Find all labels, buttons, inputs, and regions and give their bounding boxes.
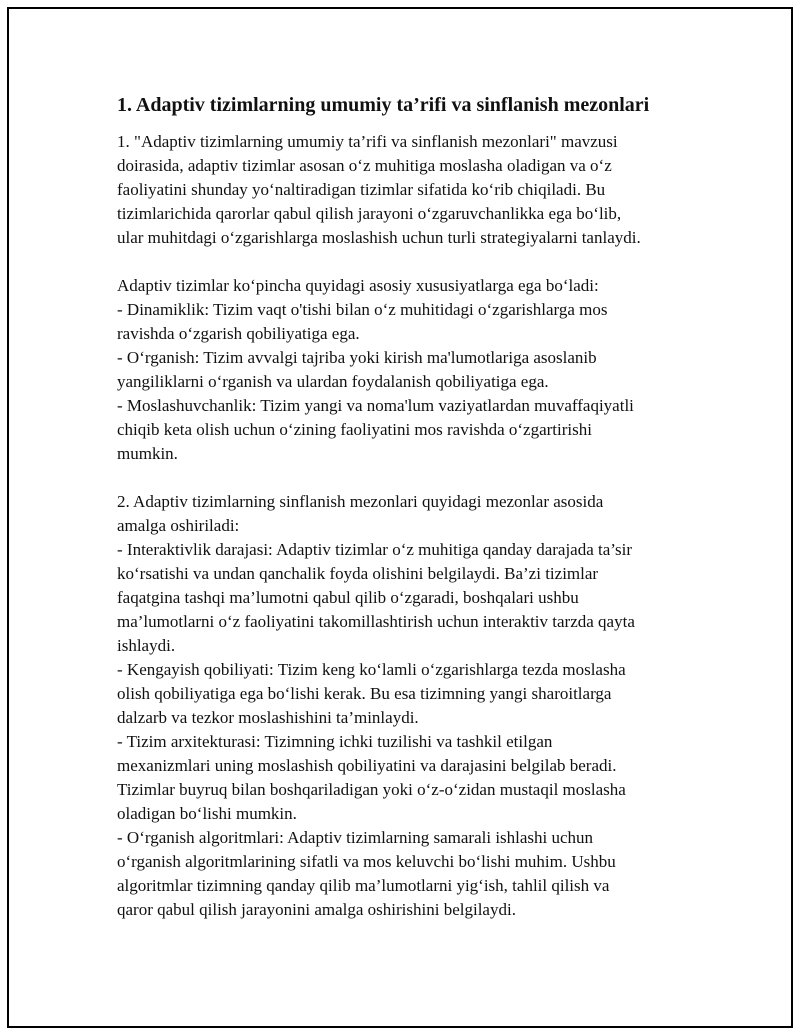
text-line: tizimlarichida qarorlar qabul qilish jarayoni o‘zgaruvchanlikka ega bo‘lib, xyxy=(117,204,622,223)
text-line: mexanizmlari uning moslashish qobiliyatini va darajasini belgilab beradi. xyxy=(117,756,617,775)
text-line: chiqib keta olish uchun o‘zining faoliyatini mos ravishda o‘zgartirishi xyxy=(117,420,592,439)
list-item: - Moslashuvchanlik: Tizim yangi va noma'lum vaziyatlardan muvaffaqiyatli xyxy=(117,396,634,415)
text-line: ko‘rsatishi va undan qanchalik foyda olishini belgilaydi. Ba’zi tizimlar xyxy=(117,564,599,583)
document-body xyxy=(117,92,687,922)
list-item: - Interaktivlik darajasi: Adaptiv tizimlar o‘z muhitiga qanday darajada ta’sir xyxy=(117,540,633,559)
list-item: - O‘rganish: Tizim avvalgi tajriba yoki kirish ma'lumotlariga asoslanib xyxy=(117,348,597,367)
text-line: oladigan bo‘lishi mumkin. xyxy=(117,804,297,823)
paragraph-characteristics xyxy=(117,274,687,466)
text-line: algoritmlar tizimning qanday qilib ma’lumotlarni yig‘ish, tahlil qilish va xyxy=(117,876,610,895)
text-line: 1. "Adaptiv tizimlarning umumiy ta’rifi va sinflanish mezonlari" mavzusi xyxy=(117,132,618,151)
text-line: olish qobiliyatiga ega bo‘lishi kerak. Bu esa tizimning yangi sharoitlarga xyxy=(117,684,612,703)
list-item: - Dinamiklik: Tizim vaqt o'tishi bilan o‘z muhitidagi o‘zgarishlarga mos xyxy=(117,300,608,319)
text-line: amalga oshiriladi: xyxy=(117,516,240,535)
text-line: dalzarb va tezkor moslashishini ta’minlaydi. xyxy=(117,708,419,727)
text-line: ishlaydi. xyxy=(117,636,176,655)
text-line: doirasida, adaptiv tizimlar asosan o‘z muhitiga moslasha oladigan va o‘z xyxy=(117,156,612,175)
list-item: - Tizim arxitekturasi: Tizimning ichki tuzilishi va tashkil etilgan xyxy=(117,732,553,751)
text-line: ravishda o‘zgarish qobiliyatiga ega. xyxy=(117,324,360,343)
list-item: - Kengayish qobiliyati: Tizim keng ko‘lamli o‘zgarishlarga tezda moslasha xyxy=(117,660,626,679)
paragraph-spacer xyxy=(117,466,687,490)
text-line: 2. Adaptiv tizimlarning sinflanish mezonlari quyidagi mezonlar asosida xyxy=(117,492,604,511)
text-line: faqatgina tashqi ma’lumotni qabul qilib o‘zgaradi, boshqalari ushbu xyxy=(117,588,579,607)
text-line: mumkin. xyxy=(117,444,178,463)
text-line: qaror qabul qilish jarayonini amalga oshirishini belgilaydi. xyxy=(117,900,516,919)
list-item: - O‘rganish algoritmlari: Adaptiv tizimlarning samarali ishlashi uchun xyxy=(117,828,594,847)
paragraph-intro xyxy=(117,130,687,250)
text-line: ular muhitdagi o‘zgarishlarga moslashish uchun turli strategiyalarni tanlaydi. xyxy=(117,228,641,247)
text-line: o‘rganish algoritmlarining sifatli va mos keluvchi bo‘lishi muhim. Ushbu xyxy=(117,852,616,871)
text-line: faoliyatini shunday yo‘naltiradigan tizimlar sifatida ko‘rib chiqiladi. Bu xyxy=(117,180,606,199)
paragraph-criteria xyxy=(117,490,687,922)
text-line: yangiliklarni o‘rganish va ulardan foydalanish qobiliyatiga ega. xyxy=(117,372,549,391)
text-line: Adaptiv tizimlar ko‘pincha quyidagi asosiy xususiyatlarga ega bo‘ladi: xyxy=(117,276,599,295)
text-line: ma’lumotlarni o‘z faoliyatini takomillashtirish uchun interaktiv tarzda qayta xyxy=(117,612,635,631)
text-line: Tizimlar buyruq bilan boshqariladigan yoki o‘z-o‘zidan mustaqil moslasha xyxy=(117,780,626,799)
page-title: 1. Adaptiv tizimlarning umumiy ta’rifi va sinflanish mezonlari xyxy=(117,94,650,116)
paragraph-spacer xyxy=(117,250,687,274)
